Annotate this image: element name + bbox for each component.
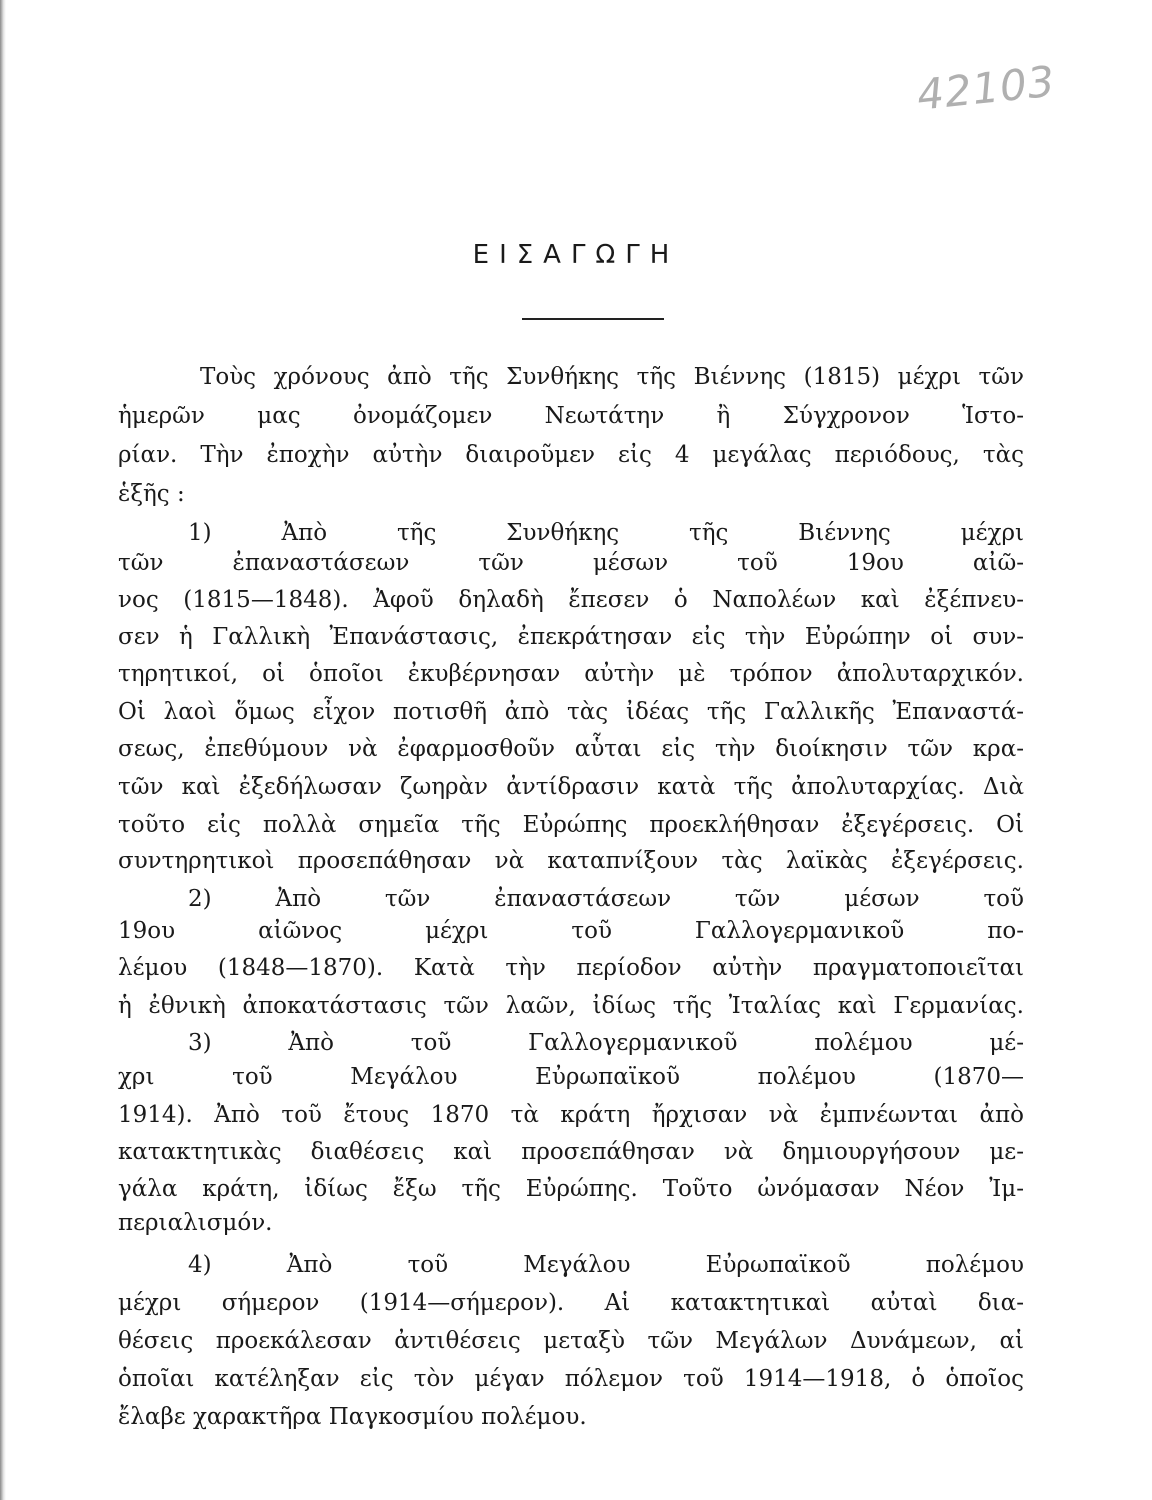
text-line: 1914). Ἀπὸ τοῦ ἔτους 1870 τὰ κράτη ἤρχισαν νὰ ἐμπνέωνται ἀπὸ bbox=[118, 1102, 1024, 1128]
page-edge-shadow bbox=[0, 0, 6, 1500]
handwritten-catalog-number: 42103 bbox=[914, 56, 1058, 120]
text-line: σεν ἡ Γαλλικὴ Ἐπανάστασις, ἐπεκράτησαν εἰς τὴν Εὐρώπην οἱ συν- bbox=[118, 624, 1024, 650]
text-line: ἡ ἐθνικὴ ἀποκατάστασις τῶν λαῶν, ἰδίως τῆς Ἰταλίας καὶ Γερμανίας. bbox=[118, 993, 1024, 1019]
text-line: 1) Ἀπὸ τῆς Συνθήκης τῆς Βιέννης μέχρι bbox=[188, 520, 1024, 546]
text-line: μέχρι σήμερον (1914—σήμερον). Αἱ κατακτητικαὶ αὐταὶ δια- bbox=[118, 1290, 1024, 1316]
text-line: συντηρητικοὶ προσεπάθησαν νὰ καταπνίξουν τὰς λαϊκὰς ἐξεγέρσεις. bbox=[118, 848, 1024, 874]
text-line: τῶν καὶ ἐξεδήλωσαν ζωηρὰν ἀντίδρασιν κατὰ τῆς ἀπολυταρχίας. Διὰ bbox=[118, 774, 1024, 800]
text-line: 4) Ἀπὸ τοῦ Μεγάλου Εὐρωπαϊκοῦ πολέμου bbox=[188, 1252, 1024, 1278]
page-title: ΕΙΣΑΓΩΓΗ bbox=[472, 240, 680, 270]
text-line: γάλα κράτη, ἰδίως ἔξω τῆς Εὐρώπης. Τοῦτο ὠνόμασαν Νέον Ἰμ- bbox=[118, 1176, 1024, 1202]
text-line: θέσεις προεκάλεσαν ἀντιθέσεις μεταξὺ τῶν Μεγάλων Δυνάμεων, αἱ bbox=[118, 1328, 1024, 1354]
text-line: νος (1815—1848). Ἀφοῦ δηλαδὴ ἔπεσεν ὁ Ναπολέων καὶ ἐξέπνευ- bbox=[118, 587, 1024, 613]
text-line: 3) Ἀπὸ τοῦ Γαλλογερμανικοῦ πολέμου μέ- bbox=[188, 1030, 1024, 1056]
text-line: ἔλαβε χαρακτῆρα Παγκοσμίου πολέμου. bbox=[118, 1404, 587, 1430]
text-line: ἑξῆς : bbox=[118, 481, 185, 507]
text-line: τηρητικοί, οἱ ὁποῖοι ἐκυβέρνησαν αὐτὴν μὲ τρόπον ἀπολυταρχικόν. bbox=[118, 661, 1024, 687]
text-line: ὁποῖαι κατέληξαν εἰς τὸν μέγαν πόλεμον τοῦ 1914—1918, ὁ ὁποῖος bbox=[118, 1366, 1024, 1392]
text-line: τῶν ἐπαναστάσεων τῶν μέσων τοῦ 19ου αἰῶ- bbox=[118, 550, 1024, 576]
text-line: λέμου (1848—1870). Κατὰ τὴν περίοδον αὐτὴν πραγματοποιεῖται bbox=[118, 955, 1024, 981]
text-line: σεως, ἐπεθύμουν νὰ ἐφαρμοσθοῦν αὗται εἰς τὴν διοίκησιν τῶν κρα- bbox=[118, 736, 1024, 762]
text-line: 2) Ἀπὸ τῶν ἐπαναστάσεων τῶν μέσων τοῦ bbox=[188, 886, 1024, 912]
text-line: 19ου αἰῶνος μέχρι τοῦ Γαλλογερμανικοῦ πο- bbox=[118, 918, 1024, 944]
text-line: Οἱ λαοὶ ὅμως εἶχον ποτισθῆ ἀπὸ τὰς ἰδέας τῆς Γαλλικῆς Ἐπαναστά- bbox=[118, 699, 1024, 725]
text-line: περιαλισμόν. bbox=[118, 1210, 273, 1236]
text-line: κατακτητικὰς διαθέσεις καὶ προσεπάθησαν νὰ δημιουργήσουν με- bbox=[118, 1139, 1024, 1165]
text-line: τοῦτο εἰς πολλὰ σημεῖα τῆς Εὐρώπης προεκλήθησαν ἐξεγέρσεις. Οἱ bbox=[118, 812, 1024, 838]
text-line: χρι τοῦ Μεγάλου Εὐρωπαϊκοῦ πολέμου (1870— bbox=[118, 1064, 1024, 1090]
title-divider bbox=[522, 318, 664, 320]
text-line: Τοὺς χρόνους ἀπὸ τῆς Συνθήκης τῆς Βιέννης (1815) μέχρι τῶν bbox=[200, 364, 1024, 390]
text-line: ρίαν. Τὴν ἐποχὴν αὐτὴν διαιροῦμεν εἰς 4 μεγάλας περιόδους, τὰς bbox=[118, 442, 1024, 468]
text-line: ἡμερῶν μας ὀνομάζομεν Νεωτάτην ἢ Σύγχρονον Ἱστο- bbox=[118, 403, 1024, 429]
